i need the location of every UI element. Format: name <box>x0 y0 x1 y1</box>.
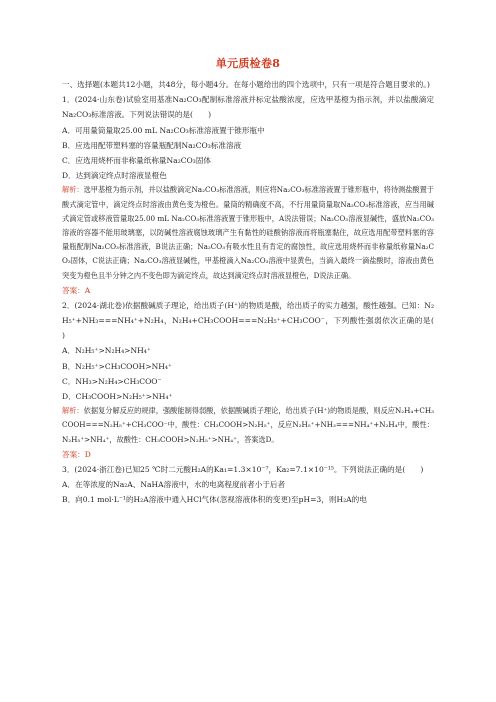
analysis-label: 解析： <box>62 406 84 416</box>
answer-value: D <box>84 449 91 459</box>
analysis <box>62 404 434 447</box>
question-stem: 1．(2024·山东卷)试验室用基准Na₂CO₃配制标准溶液并标定盐酸浓度，应选甲基橙为指示剂，并以盐酸滴定Na₂CO₃标准溶液。下列说法错误的是( ) <box>62 95 434 120</box>
option-d: D．CH₃COOH>N₂H₅⁺>NH₄⁺ <box>62 392 173 402</box>
answer <box>62 283 434 298</box>
question-2 <box>62 298 450 462</box>
analysis <box>62 183 434 282</box>
option-b: B．N₂H₅⁺>CH₃COOH>NH₄⁺ <box>62 361 172 371</box>
option-c: C．NH₃>N₂H₄>CH₃COO⁻ <box>62 376 162 386</box>
answer-value: A <box>84 285 91 295</box>
option-b: B．向0.1 mol·L⁻¹的H₂A溶液中通入HCl气体(忽视溶液体积的变更)至pH=3，则H₂A的电 <box>62 495 367 505</box>
question-stem: 2．(2024·湖北卷)依据酸碱质子理论，给出质子(H⁺)的物质是酸，给出质子的实力越强，酸性越强。已知：N₂H₅⁺+NH₃===NH₄⁺+N₂H₄，N₂H₄+CH₃COOH===N₂H₅⁺+CH₃COO⁻，下列酸性强弱依次正确的是( ) <box>62 300 450 341</box>
option-c: C．应选用烧杯而非称量纸称量Na₂CO₃固体 <box>62 156 212 166</box>
answer <box>62 447 434 462</box>
analysis-label: 解析： <box>62 185 84 195</box>
option-a: A．可用量筒量取25.00 mL Na₂CO₃标准溶液置于锥形瓶中 <box>62 125 265 135</box>
question-stem: 3．(2024·浙江卷)已知25 ℃时二元酸H₂A的Ka₁=1.3×10⁻⁷，Ka₂=7.1×10⁻¹⁵。下列说法正确的是( ) <box>62 464 424 474</box>
option-a: A．N₂H₅⁺>N₂H₄>NH₄⁺ <box>62 346 151 356</box>
section-intro: 一、选择题(本题共12小题，共48分，每小题4分。在每小题给出的四个选项中，只有一项是符合题目要求的。) <box>62 80 430 89</box>
answer-label: 答案： <box>62 285 85 295</box>
question-3 <box>62 462 434 508</box>
analysis-text: 选甲基橙为指示剂，并以盐酸滴定Na₂CO₃标准溶液，则应将Na₂CO₃标准溶液置于锥形瓶中，将待测盐酸置于酸式滴定管中，滴定终点时溶液由黄色变为橙色。量筒的精确度不高，不行用量筒量取Na₂CO₃标准溶液，应当用碱式滴定管或移液管量取25.00 mL Na₂CO₃标准溶液置于锥形瓶中，A说法错误；Na₂CO₃溶液显碱性，盛放Na₂CO₃溶液的容器不能用玻璃塞，以防碱性溶液腐蚀玻璃产生有黏性的硅酸钠溶液而将瓶塞黏住，故应选用配带塑料塞的容量瓶配制Na₂CO₃标准溶液，B说法正确；Na₂CO₃有吸水性且有肯定的腐蚀性，故应选用烧杯而非称量纸称量Na₂CO₃固体，C说法正确；Na₂CO₃溶液显碱性，甲基橙滴入Na₂CO₃溶液中显黄色，当滴入最终一滴盐酸时，溶液由黄色突变为橙色且半分钟之内不变色即为滴定终点，故达到滴定终点时溶液显橙色，D说法正确。 <box>62 185 434 280</box>
analysis-text: 依据复分解反应的规律，强酸能制得弱酸，依据酸碱质子理论，给出质子(H⁺)的物质是酸，则反应N₂H₄+CH₃COOH===N₂H₅⁺+CH₃COO⁻中，酸性：CH₃COOH>N₂H₅⁺，反应N₂H₅⁺+NH₃===NH₄⁺+N₂H₄中，酸性：N₂H₅⁺>NH₄⁺，故酸性：CH₃COOH>N₂H₅⁺>NH₄⁺，答案选D。 <box>62 406 434 444</box>
page-title: 单元质检卷8 <box>215 57 281 70</box>
answer-label: 答案： <box>62 449 85 459</box>
question-1 <box>62 92 434 298</box>
option-a: A．在等浓度的Na₂A、NaHA溶液中，水的电离程度前者小于后者 <box>62 480 286 490</box>
option-b: B．应选用配带塑料塞的容量瓶配制Na₂CO₃标准溶液 <box>62 140 242 150</box>
option-d: D．达到滴定终点时溶液显橙色 <box>62 171 167 181</box>
